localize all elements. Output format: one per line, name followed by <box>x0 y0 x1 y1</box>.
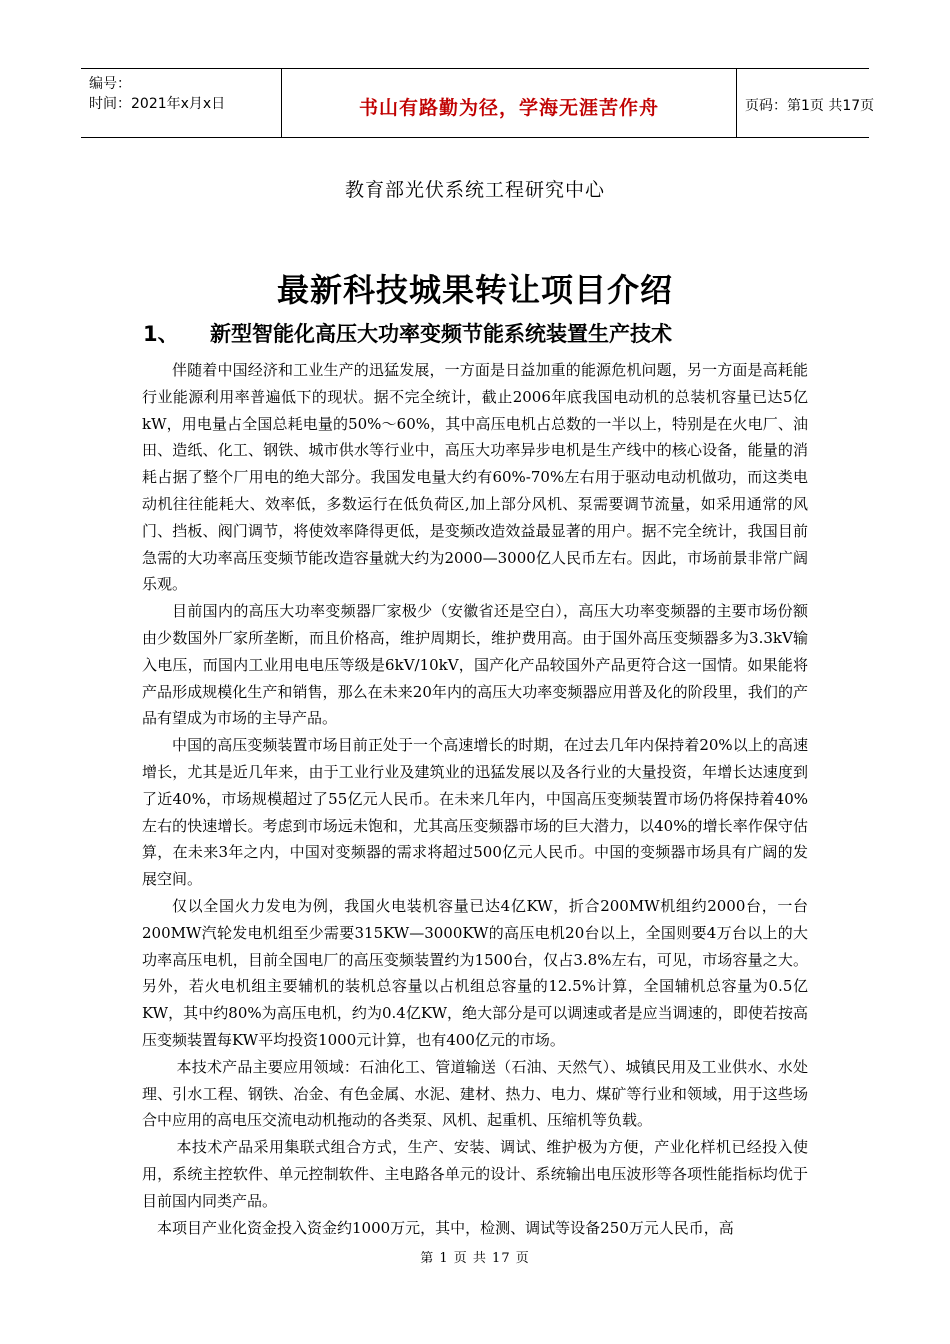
section-number: 1、 <box>143 322 179 346</box>
header-page-number: 页码：第1页 共17页 <box>745 98 875 114</box>
paragraph: 中国的高压变频装置市场目前正处于一个高速增长的时期，在过去几年内保持着20%以上的高速增长，尤其是近几年来，由于工业行业及建筑业的迅猛发展以及各行业的大量投资，年增长达速度到了近40%，市场规模超过了55亿元人民币。在未来几年内，中国高压变频装置市场仍将保持着40%左右的快速增长。考虑到市场远未饱和，尤其高压变频器市场的巨大潜力，以40%的增长率作保守估算，在未来3年之内，中国对变频器的需求将超过500亿元人民币。中国的变频器市场具有广阔的发展空间。 <box>142 736 808 889</box>
section-title: 新型智能化高压大功率变频节能系统装置生产技术 <box>210 322 672 346</box>
section-heading <box>143 318 672 348</box>
header-meta-cell <box>81 69 280 137</box>
document-header <box>81 68 875 138</box>
body-text <box>142 357 808 1241</box>
paragraph: 伴随着中国经济和工业生产的迅猛发展，一方面是日益加重的能源危机问题，另一方面是高耗能行业能源利用率普遍低下的现状。据不完全统计，截止2006年底我国电动机的总装机容量已达5亿kW，用电量占全国总耗电量的50%～60%，其中高压电机占总数的一半以上，特别是在火电厂、油田、造纸、化工、钢铁、城市供水等行业中，高压大功率异步电机是生产线中的核心设备，能量的消耗占据了整个厂用电的绝大部分。我国发电量大约有60%-70%左右用于驱动电动机做功，而这类电动机往往能耗大、效率低，多数运行在低负荷区,加上部分风机、泵需要调节流量，如采用通常的风门、挡板、阀门调节，将使效率降得更低，是变频改造效益最显著的用户。据不完全统计，我国目前急需的大功率高压变频节能改造容量就大约为2000—3000亿人民币左右。因此，市场前景非常广阔乐观。 <box>142 361 808 594</box>
organization-name: 教育部光伏系统工程研究中心 <box>344 179 605 201</box>
paragraph: 本技术产品主要应用领域：石油化工、管道输送（石油、天然气）、城镇民用及工业供水、水处理、引水工程、钢铁、冶金、有色金属、水泥、建材、热力、电力、煤矿等行业和领域，用于这些场合中应用的高电压交流电动机拖动的各类泵、风机、起重机、压缩机等负载。 <box>142 1057 808 1130</box>
paragraph: 本技术产品采用集联式组合方式，生产、安装、调试、维护极为方便，产业化样机已经投入使用，系统主控软件、单元控制软件、主电路各单元的设计、系统输出电压波形等各项性能指标均优于目前国内同类产品。 <box>142 1138 808 1210</box>
page-footer: 第 1 页 共 17 页 <box>420 1251 530 1266</box>
header-motto: 书山有路勤为径，学海无涯苦作舟 <box>358 97 659 119</box>
paragraph: 本项目产业化资金投入资金约1000万元，其中，检测、调试等设备250万元人民币，高 <box>157 1218 734 1237</box>
header-page-cell <box>737 69 875 137</box>
document-number-label: 编号： <box>89 76 131 92</box>
document-date-label: 时间：2021年x月x日 <box>89 96 226 112</box>
header-motto-cell <box>281 69 737 137</box>
document-title: 最新科技城果转让项目介绍 <box>276 271 673 309</box>
paragraph: 目前国内的高压大功率变频器厂家极少（安徽省还是空白），高压大功率变频器的主要市场份额由少数国外厂家所垄断，而且价格高，维护周期长，维护费用高。由于国外高压变频器多为3.3kV输入电压，而国内工业用电电压等级是6kV/10kV，国产化产品较国外产品更符合这一国情。如果能将产品形成规模化生产和销售，那么在未来20年内的高压大功率变频器应用普及化的阶段里，我们的产品有望成为市场的主导产品。 <box>142 602 808 728</box>
paragraph: 仅以全国火力发电为例，我国火电装机容量已达4亿KW，折合200MW机组约2000台，一台200MW汽轮发电机组至少需要315KW—3000KW的高压电机20台以上，全国则要4万台以上的大功率高压电机，目前全国电厂的高压变频装置约为1500台，仅占3.8%左右，可见，市场容量之大。另外，若火电机组主要辅机的装机总容量以占机组总容量的12.5%计算，全国辅机总容量为0.5亿KW，其中约80%为高压电机，约为0.4亿KW，绝大部分是可以调速或者是应当调速的，即使若按高压变频装置每KW平均投资1000元计算，也有400亿元的市场。 <box>142 896 808 1049</box>
